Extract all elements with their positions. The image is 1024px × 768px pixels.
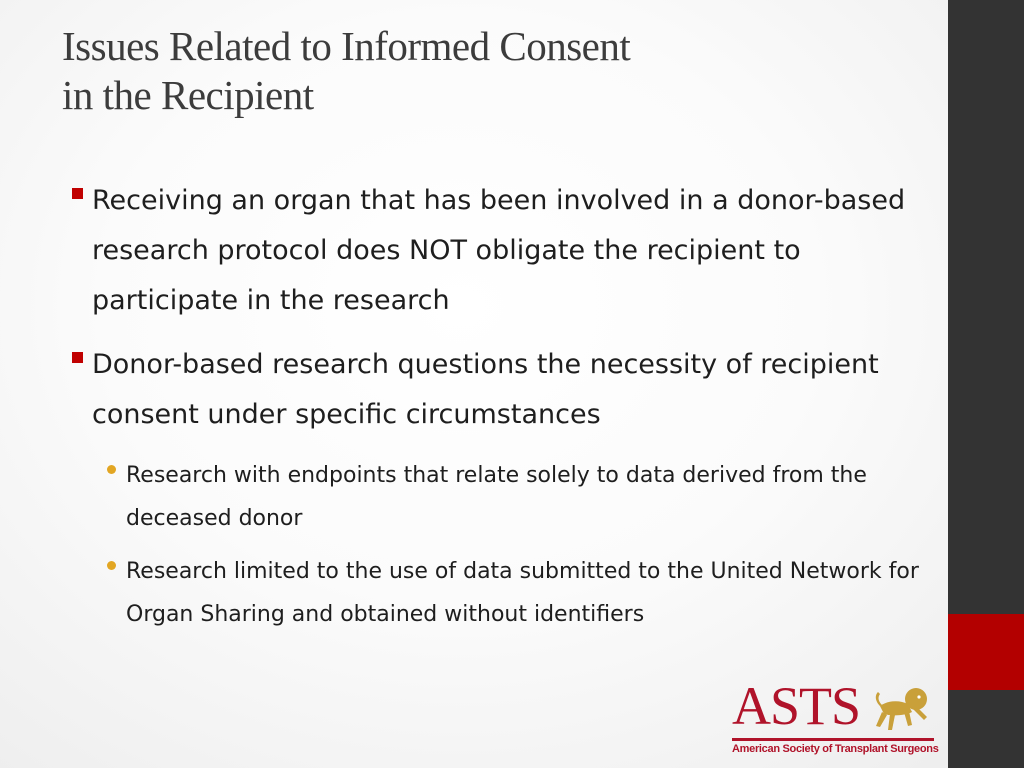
logo-acronym: ASTS bbox=[732, 676, 861, 736]
slide-title-line-2: in the Recipient bbox=[62, 72, 314, 118]
logo-divider bbox=[732, 738, 934, 741]
slide-title-line-1: Issues Related to Informed Consent bbox=[62, 23, 631, 69]
square-bullet-icon bbox=[72, 352, 83, 363]
sub-bullet-text: Research limited to the use of data submitted to the United Network for Organ Sharing and obtained without identifiers bbox=[126, 559, 919, 627]
sub-bullet-text: Research with endpoints that relate solely to data derived from the deceased donor bbox=[126, 463, 867, 531]
lion-icon bbox=[874, 686, 934, 732]
side-accent-block bbox=[948, 614, 1024, 690]
bullet-item bbox=[70, 176, 930, 326]
sub-bullet-item bbox=[103, 550, 930, 636]
bullet-text: Donor-based research questions the necessity of recipient consent under specific circumstances bbox=[92, 349, 879, 430]
asts-logo bbox=[732, 676, 939, 762]
bullet-item bbox=[70, 340, 930, 440]
sub-bullet-item bbox=[103, 454, 930, 540]
bullet-list bbox=[70, 176, 930, 646]
slide-title bbox=[62, 22, 922, 120]
square-bullet-icon bbox=[72, 188, 83, 199]
round-bullet-icon bbox=[107, 465, 116, 474]
side-bar bbox=[948, 0, 1024, 768]
round-bullet-icon bbox=[107, 561, 116, 570]
logo-full-name: American Society of Transplant Surgeons bbox=[732, 743, 939, 755]
bullet-text: Receiving an organ that has been involved in a donor-based research protocol does NOT obligate the recipient to participate in the research bbox=[92, 185, 906, 316]
